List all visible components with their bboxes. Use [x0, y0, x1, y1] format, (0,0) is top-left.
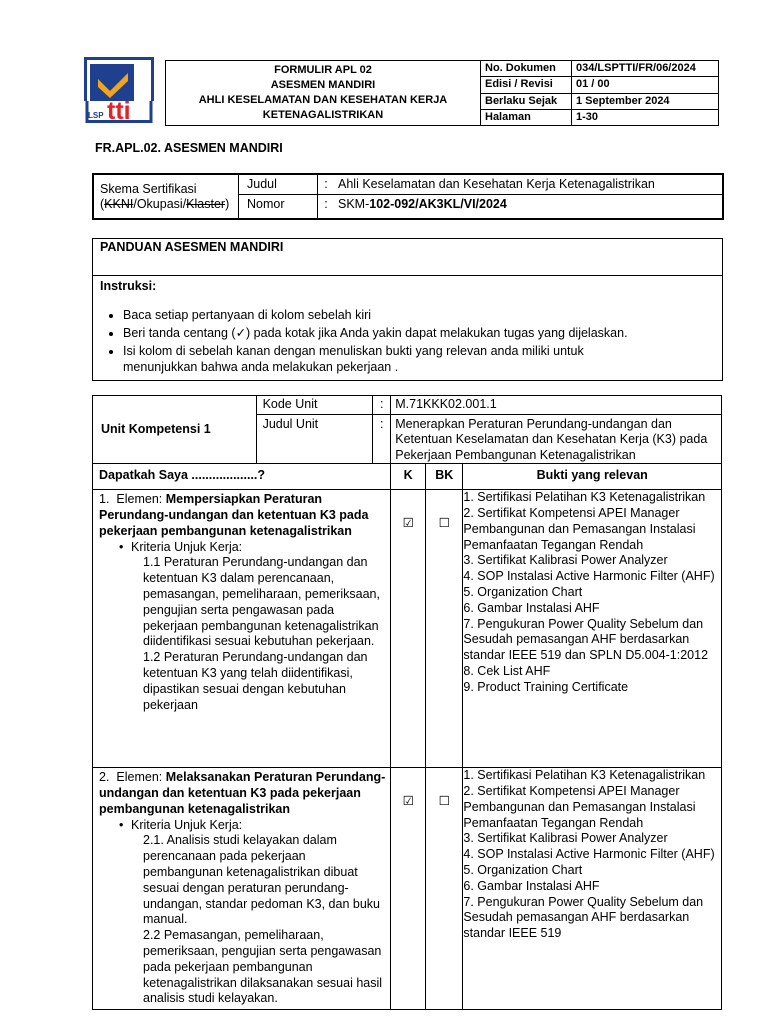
logo-lsp-text: LSP: [88, 111, 104, 120]
bukti-item: 5. Organization Chart: [463, 863, 583, 878]
element-question-cell: [93, 490, 391, 768]
nomor-value: 102-092/AK3KL/VI/2024: [369, 197, 507, 211]
meta-label-halaman: Halaman: [481, 109, 572, 125]
kuk-item: 1.1 Peraturan Perundang-undangan dan ketentuan K3 dalam perencanaan, pemasangan, pemeliharaan, pemeriksaan, pengujian serta pengawasan pada pekerjaan pembangunan ketenagalistrikan diidentifikasi sesuai kebutuhan pekerjaan.: [143, 555, 380, 649]
bukti-cell: [463, 768, 722, 1010]
document-header-table: [165, 60, 719, 126]
form-heading: FR.APL.02. ASESMEN MANDIRI: [95, 141, 283, 155]
scheme-label: Skema Sertifikasi: [100, 181, 197, 196]
nomor-value-cell: [334, 195, 723, 220]
kuk-label-text: Kriteria Unjuk Kerja:: [131, 817, 243, 832]
instruksi-item-line-2: menunjukkan bahwa anda melakukan pekerjaan .: [123, 360, 399, 374]
bullet-icon: •: [119, 817, 124, 832]
kode-unit-label: Kode Unit: [256, 396, 373, 415]
bukti-item: 7. Pengukuran Power Quality Sebelum dan Sesudah pemasangan AHF berdasarkan standar IEEE 519: [463, 894, 704, 941]
kuk-label-text: Kriteria Unjuk Kerja:: [131, 539, 243, 554]
form-title-line-3: AHLI KESELAMATAN DAN KESEHATAN KERJA: [198, 94, 448, 106]
kuk-item: 2.1. Analisis studi kelayakan dalam perencanaan pada pekerjaan pembangunan ketenagalistrikan dibuat sesuai dengan peraturan perundang-undangan, standar pedoman K3, dan buku manual.: [143, 833, 380, 927]
element-prefix: Elemen:: [116, 770, 166, 785]
column-header-k: K: [391, 464, 426, 490]
column-header-bukti: Bukti yang relevan: [463, 464, 722, 490]
bukti-item: 4. SOP Instalasi Active Harmonic Filter (AHF): [463, 847, 715, 862]
judul-colon: :: [318, 174, 335, 195]
kode-unit-value: M.71KKK02.001.1: [391, 396, 722, 415]
unit-label: Unit Kompetensi 1: [93, 396, 257, 464]
bk-checkbox[interactable]: ☐: [426, 768, 463, 1010]
meta-value-berlaku: 1 September 2024: [572, 93, 719, 109]
bukti-item: 5. Organization Chart: [463, 585, 583, 600]
bukti-item: 3. Sertifikat Kalibrasi Power Analyzer: [463, 831, 668, 846]
kuk-label: [119, 540, 385, 556]
bukti-cell: [463, 490, 722, 768]
panduan-title: PANDUAN ASESMEN MANDIRI: [93, 239, 722, 276]
bukti-item: 4. SOP Instalasi Active Harmonic Filter (AHF): [463, 569, 715, 584]
judul-label: Judul: [239, 174, 318, 195]
form-title-cell: [166, 61, 481, 126]
form-title-line-2: ASESMEN MANDIRI: [270, 79, 376, 91]
element-question-cell: [93, 768, 391, 1010]
bukti-item: 9. Product Training Certificate: [463, 679, 629, 694]
bukti-item: 6. Gambar Instalasi AHF: [463, 878, 600, 893]
meta-value-no-dokumen: 034/LSPTTI/FR/06/2024: [572, 61, 719, 77]
form-title-line-1: FORMULIR APL 02: [274, 64, 372, 76]
k-checkbox[interactable]: ☑: [391, 490, 426, 768]
paren-open: (: [100, 196, 105, 211]
scheme-klaster: Klaster: [186, 196, 226, 211]
instruksi-list: [93, 306, 722, 375]
meta-label-edisi: Edisi / Revisi: [481, 77, 572, 93]
scheme-type-label: [100, 197, 234, 212]
bukti-item: 1. Sertifikasi Pelatihan K3 Ketenagalistrikan: [463, 768, 706, 783]
unit-competency-table: [92, 395, 722, 1010]
element-title: Melaksanakan Peraturan Perundang-undangan dan ketentuan K3 pada pekerjaan pembangunan ketenagalistrikan: [99, 770, 386, 816]
column-header-bk: BK: [426, 464, 463, 490]
meta-value-halaman: 1-30: [572, 109, 719, 125]
bukti-item: 8. Cek List AHF: [463, 664, 551, 679]
bukti-item: 2. Sertifikat Kompetensi APEI Manager Pembangunan dan Pemasangan Instalasi Pemanfaatan Tegangan Rendah: [463, 784, 696, 830]
judul-value: Ahli Keselamatan dan Kesehatan Kerja Ketenagalistrikan: [334, 174, 723, 195]
judul-unit-value: Menerapkan Peraturan Perundang-undangan dan Ketentuan Keselamatan dan Kesehatan Kerja (K3) pada Pekerjaan Pembangunan Ketenagalistrikan: [391, 414, 722, 464]
panduan-box: [92, 238, 723, 381]
kuk-label: [119, 818, 385, 834]
kuk-item: 1.2 Peraturan Perundang-undangan dan ketentuan K3 yang telah diidentifikasi, dipastikan sesuai dengan kebutuhan pekerjaan: [143, 650, 368, 712]
scheme-kkni: KKNI: [104, 196, 134, 211]
judul-unit-colon: :: [373, 414, 391, 464]
element-number: 1.: [99, 492, 110, 507]
instruksi-item: • Baca setiap pertanyaan di kolom sebelah kiri: [123, 306, 722, 324]
bukti-item: 6. Gambar Instalasi AHF: [463, 600, 600, 615]
paren-close: ): [225, 196, 230, 211]
lsp-tti-logo: [84, 57, 154, 124]
judul-unit-label: Judul Unit: [256, 414, 373, 464]
bukti-item: 3. Sertifikat Kalibrasi Power Analyzer: [463, 553, 668, 568]
nomor-prefix: SKM-: [338, 197, 370, 211]
scheme-table: [92, 173, 724, 220]
instruksi-item: [123, 342, 722, 375]
meta-label-no-dokumen: No. Dokumen: [481, 61, 572, 77]
element-prefix: Elemen:: [116, 492, 166, 507]
element-row: [93, 768, 722, 1010]
column-header-question: Dapatkah Saya ...................?: [93, 464, 391, 490]
form-title-line-4: KETENAGALISTRIKAN: [262, 109, 384, 121]
meta-label-berlaku: Berlaku Sejak: [481, 93, 572, 109]
nomor-colon: :: [318, 195, 335, 220]
element-row: [93, 490, 722, 768]
element-number: 2.: [99, 770, 110, 785]
bukti-item: 7. Pengukuran Power Quality Sebelum dan Sesudah pemasangan AHF berdasarkan standar IEEE 519 dan SPLN D5.004-1:2012: [463, 616, 709, 663]
bukti-item: 2. Sertifikat Kompetensi APEI Manager Pembangunan dan Pemasangan Instalasi Pemanfaatan Tegangan Rendah: [463, 506, 696, 552]
logo-graphic: [84, 57, 154, 124]
bukti-item: 1. Sertifikasi Pelatihan K3 Ketenagalistrikan: [463, 490, 706, 505]
logo-tti-text: tti: [107, 97, 131, 124]
bk-checkbox[interactable]: ☐: [426, 490, 463, 768]
k-checkbox[interactable]: ☑: [391, 768, 426, 1010]
instruksi-label: Instruksi:: [100, 279, 157, 293]
instruksi-item: • Beri tanda centang (✓) pada kotak jika Anda yakin dapat melakukan tugas yang dijelaskan.: [123, 324, 722, 342]
meta-value-edisi: 01 / 00: [572, 77, 719, 93]
bullet-icon: •: [119, 539, 124, 554]
nomor-label: Nomor: [239, 195, 318, 220]
scheme-okupasi: /Okupasi/: [133, 196, 187, 211]
kode-unit-colon: :: [373, 396, 391, 415]
kuk-item: 2.2 Pemasangan, pemeliharaan, pemeriksaan, pengujian serta pengawasan pada pekerjaan pembangunan ketenagalistrikan dilaksanakan sesuai hasil analisis studi kelayakan.: [143, 928, 383, 1006]
instruksi-item-line-1: • Isi kolom di sebelah kanan dengan menuliskan bukti yang relevan anda miliki untuk: [123, 344, 584, 358]
scheme-label-cell: [93, 174, 239, 219]
element-title: Mempersiapkan Peraturan Perundang-undangan dan ketentuan K3 pada pekerjaan pembangunan ketenagalistrikan: [99, 492, 369, 538]
